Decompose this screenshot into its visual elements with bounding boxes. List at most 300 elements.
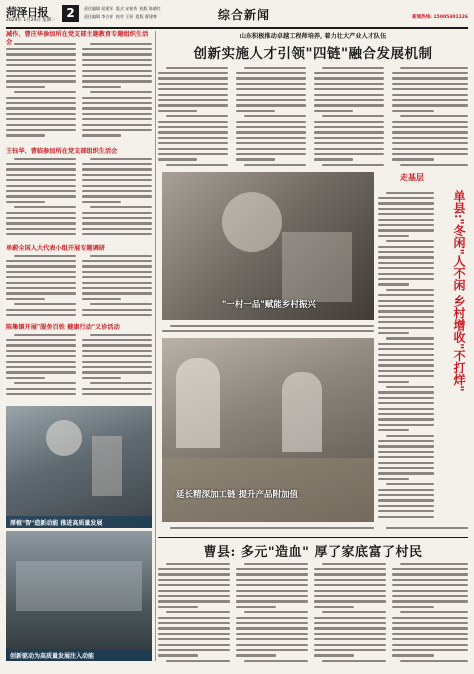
text-line xyxy=(6,190,76,192)
text-line xyxy=(158,126,228,128)
text-line xyxy=(82,113,152,115)
text-line xyxy=(236,153,306,155)
text-line xyxy=(82,393,152,395)
text-line xyxy=(314,131,384,133)
text-line xyxy=(392,600,468,602)
text-line xyxy=(400,611,468,613)
left-headline-2: 王钰华、曹临参加所在党支部组织生活会 xyxy=(6,148,118,155)
text-line xyxy=(314,88,384,90)
text-line xyxy=(236,649,308,651)
text-line xyxy=(6,80,76,82)
text-line xyxy=(6,124,76,126)
text-line xyxy=(236,600,308,602)
text-line xyxy=(378,375,434,377)
text-line xyxy=(158,638,230,640)
text-line xyxy=(6,314,76,316)
photo-production-line xyxy=(6,531,152,661)
text-line xyxy=(378,262,434,264)
photo-factory-workers xyxy=(6,406,152,528)
text-line xyxy=(170,527,374,529)
text-line xyxy=(14,255,76,257)
text-line xyxy=(82,377,121,379)
text-line xyxy=(236,104,306,106)
text-line xyxy=(158,584,230,586)
text-line xyxy=(236,110,275,112)
text-line xyxy=(378,510,434,512)
side-story-headline: 单县:"冬闲"人不闲 乡村增收"不打烊" xyxy=(452,190,466,392)
text-line xyxy=(314,617,386,619)
left-headline-3: 单蔚全国人大代表小组开展专题调研 xyxy=(6,245,105,252)
text-line xyxy=(166,563,230,565)
text-line xyxy=(82,314,152,316)
photo-detail xyxy=(16,561,142,611)
text-line xyxy=(82,75,152,77)
text-line xyxy=(322,115,384,117)
text-line xyxy=(6,344,76,346)
text-line xyxy=(386,289,434,291)
column-divider xyxy=(155,31,156,661)
masthead-rule xyxy=(6,27,468,29)
text-line xyxy=(392,148,468,150)
text-line xyxy=(236,137,306,139)
text-line xyxy=(236,573,308,575)
text-line xyxy=(236,617,308,619)
text-line xyxy=(378,213,434,215)
text-line xyxy=(158,153,228,155)
text-line xyxy=(6,163,76,165)
text-line xyxy=(82,129,152,131)
text-line xyxy=(314,148,384,150)
text-line xyxy=(378,197,434,199)
text-line xyxy=(378,451,434,453)
photo-detail xyxy=(282,372,322,452)
text-line xyxy=(378,202,434,204)
text-line xyxy=(158,654,198,656)
text-line xyxy=(6,102,76,104)
text-line xyxy=(166,115,228,117)
text-line xyxy=(236,88,306,90)
text-line xyxy=(244,164,306,166)
text-line xyxy=(378,343,434,345)
main-headline: 创新实施人才引领"四链"融合发展机制 xyxy=(193,46,433,62)
text-line xyxy=(6,174,76,176)
text-line xyxy=(378,316,434,318)
text-line xyxy=(6,309,76,311)
text-line xyxy=(314,644,386,646)
text-line xyxy=(158,158,197,160)
text-line xyxy=(378,478,409,480)
text-line xyxy=(392,158,434,160)
text-line xyxy=(378,494,434,496)
text-line xyxy=(386,527,468,529)
text-line xyxy=(6,107,76,109)
text-line xyxy=(378,251,434,253)
photo-detail xyxy=(282,232,352,302)
text-line xyxy=(244,115,306,117)
left-article-1b xyxy=(82,41,152,143)
text-line xyxy=(314,72,384,74)
text-line xyxy=(378,229,434,231)
masthead-date: 2024年 1月29日 xyxy=(6,18,41,23)
text-line xyxy=(82,102,152,104)
text-line xyxy=(392,94,468,96)
text-line xyxy=(392,573,468,575)
text-line xyxy=(392,638,468,640)
text-line xyxy=(378,516,434,518)
text-line xyxy=(14,91,76,93)
text-line xyxy=(82,212,152,214)
text-line xyxy=(378,321,434,323)
left-article-3b xyxy=(82,253,152,318)
text-line xyxy=(392,99,468,101)
text-line xyxy=(378,305,434,307)
text-line xyxy=(392,104,468,106)
text-line xyxy=(378,413,434,415)
left-headline-4: 陈集镇开展"服务百姓 健康行动"义诊活动 xyxy=(6,324,120,331)
text-line xyxy=(6,113,76,115)
text-line xyxy=(236,121,306,123)
text-line xyxy=(392,649,468,651)
text-line xyxy=(236,606,276,608)
text-line xyxy=(90,206,152,208)
text-line xyxy=(378,456,434,458)
text-line xyxy=(6,298,45,300)
text-line xyxy=(6,292,76,294)
text-line xyxy=(90,255,152,257)
editor-item: 版式 宋春秀 xyxy=(115,6,138,11)
side-story-logo-text: 走基层 xyxy=(400,173,424,182)
text-line xyxy=(82,185,152,187)
text-line xyxy=(392,137,468,139)
text-line xyxy=(386,337,434,339)
text-line xyxy=(82,195,152,197)
text-line xyxy=(392,654,434,656)
text-line xyxy=(378,235,409,237)
text-line xyxy=(314,126,384,128)
text-line xyxy=(378,424,434,426)
text-line xyxy=(6,388,76,390)
text-line xyxy=(6,86,45,88)
text-line xyxy=(82,222,152,224)
text-line xyxy=(400,115,468,117)
text-line xyxy=(82,118,152,120)
text-line xyxy=(244,563,308,565)
text-line xyxy=(378,283,409,285)
text-line xyxy=(392,131,468,133)
text-line xyxy=(6,212,76,214)
left-article-2b xyxy=(82,156,152,241)
text-line xyxy=(158,579,230,581)
main-article-col-3 xyxy=(314,65,384,171)
text-line xyxy=(314,649,386,651)
editors-line-1 xyxy=(84,6,161,12)
editor-item: 责任编辑 侯建军 xyxy=(84,6,114,11)
text-line xyxy=(6,233,76,235)
text-line xyxy=(82,309,152,311)
photo-caption: 厚植"智"造新动能 推进高质量发展 xyxy=(10,520,103,527)
text-line xyxy=(314,595,386,597)
text-line xyxy=(6,168,76,170)
text-line xyxy=(158,627,230,629)
left-headline-1: 减作、曹庄华参加所在党支部主题教育专题组织生活会 xyxy=(6,31,149,46)
text-line xyxy=(314,654,354,656)
text-line xyxy=(6,265,76,267)
photo-village-worker xyxy=(162,172,374,320)
text-line xyxy=(90,91,152,93)
photo-detail xyxy=(92,436,122,496)
text-line xyxy=(314,568,386,570)
text-line xyxy=(392,644,468,646)
text-line xyxy=(314,627,386,629)
text-line xyxy=(6,129,76,131)
text-line xyxy=(386,386,434,388)
text-line xyxy=(378,440,434,442)
text-line xyxy=(378,256,434,258)
text-line xyxy=(400,563,468,565)
text-line xyxy=(378,381,409,383)
photo-caption-bar xyxy=(6,516,152,528)
text-line xyxy=(6,287,76,289)
text-line xyxy=(378,370,434,372)
text-line xyxy=(6,48,76,50)
text-line xyxy=(82,271,152,273)
text-line xyxy=(378,402,434,404)
text-line xyxy=(158,77,228,79)
photo-detail xyxy=(46,420,82,456)
text-line xyxy=(236,595,308,597)
text-line xyxy=(392,595,468,597)
side-story-article xyxy=(378,190,434,520)
text-line xyxy=(82,174,152,176)
text-line xyxy=(6,350,76,352)
text-line xyxy=(82,86,121,88)
text-line xyxy=(392,633,468,635)
text-line xyxy=(6,97,76,99)
text-line xyxy=(322,611,386,613)
text-line xyxy=(314,121,384,123)
text-line xyxy=(6,260,76,262)
text-line xyxy=(6,393,76,395)
text-line xyxy=(392,72,468,74)
main-article-col-2 xyxy=(236,65,306,171)
text-line xyxy=(82,371,152,373)
text-line xyxy=(378,267,434,269)
text-line xyxy=(392,568,468,570)
text-line xyxy=(166,67,228,69)
main-article-col-1 xyxy=(158,65,228,171)
text-line xyxy=(82,48,152,50)
text-line xyxy=(6,361,76,363)
text-line xyxy=(378,219,434,221)
text-line xyxy=(236,568,308,570)
text-line xyxy=(236,99,306,101)
text-line xyxy=(158,142,228,144)
text-line xyxy=(386,435,434,437)
text-line xyxy=(378,294,434,296)
text-line xyxy=(158,94,228,96)
text-line xyxy=(162,330,374,332)
text-line xyxy=(82,134,121,136)
text-line xyxy=(14,43,76,45)
text-line xyxy=(158,83,228,85)
text-line xyxy=(378,408,434,410)
text-line xyxy=(378,467,434,469)
text-line xyxy=(82,287,152,289)
text-line xyxy=(6,217,76,219)
text-line xyxy=(82,228,152,230)
text-line xyxy=(82,361,152,363)
text-line xyxy=(82,53,152,55)
text-line xyxy=(82,217,152,219)
text-line xyxy=(392,579,468,581)
text-line xyxy=(82,201,121,203)
text-line xyxy=(314,110,353,112)
text-line xyxy=(314,104,384,106)
text-line xyxy=(6,366,76,368)
text-line xyxy=(82,366,152,368)
text-line xyxy=(82,355,152,357)
text-line xyxy=(236,579,308,581)
left-article-4 xyxy=(6,332,76,402)
text-line xyxy=(82,298,121,300)
photo-detail xyxy=(222,192,282,252)
bottom-article-col-3 xyxy=(314,561,386,665)
page-number-text: 2 xyxy=(66,6,75,20)
text-line xyxy=(400,164,468,166)
text-line xyxy=(386,240,434,242)
text-line xyxy=(158,104,228,106)
page-number xyxy=(62,5,79,22)
text-line xyxy=(236,644,308,646)
text-line xyxy=(322,164,384,166)
text-line xyxy=(392,110,434,112)
text-line xyxy=(6,201,45,203)
text-line xyxy=(236,148,306,150)
text-line xyxy=(82,350,152,352)
text-line xyxy=(6,195,76,197)
text-line xyxy=(378,246,434,248)
text-line xyxy=(392,126,468,128)
text-line xyxy=(322,67,384,69)
text-line xyxy=(14,303,76,305)
editor-item: 校版 陈晓红 xyxy=(139,6,161,11)
text-line xyxy=(378,445,434,447)
text-line xyxy=(82,292,152,294)
text-line xyxy=(6,75,76,77)
section-title: 综合新闻 xyxy=(218,8,271,22)
text-line xyxy=(244,660,308,662)
masthead-weekday: 星期一 xyxy=(42,18,56,23)
text-line xyxy=(322,660,386,662)
text-line xyxy=(392,617,468,619)
text-line xyxy=(244,611,308,613)
text-line xyxy=(82,344,152,346)
text-line xyxy=(6,355,76,357)
text-line xyxy=(314,77,384,79)
text-line xyxy=(90,43,152,45)
text-line xyxy=(14,334,76,336)
left-column xyxy=(6,31,152,665)
text-line xyxy=(378,499,434,501)
text-line xyxy=(6,64,76,66)
text-line xyxy=(158,590,230,592)
text-line xyxy=(90,303,152,305)
text-line xyxy=(378,505,434,507)
text-line xyxy=(314,137,384,139)
side-story-logo xyxy=(378,172,468,186)
text-line xyxy=(158,121,228,123)
editors-line-2 xyxy=(84,14,157,20)
text-line xyxy=(236,638,308,640)
text-line xyxy=(158,633,230,635)
text-line xyxy=(314,99,384,101)
text-line xyxy=(392,606,434,608)
text-line xyxy=(392,584,468,586)
text-line xyxy=(378,472,434,474)
text-line xyxy=(90,382,152,384)
text-line xyxy=(90,158,152,160)
text-line xyxy=(6,282,76,284)
text-line xyxy=(82,124,152,126)
masthead-logo: 菏泽日报 xyxy=(6,6,48,19)
text-line xyxy=(378,273,434,275)
text-line xyxy=(158,649,230,651)
text-line xyxy=(6,70,76,72)
text-line xyxy=(82,190,152,192)
text-line xyxy=(392,590,468,592)
text-line xyxy=(314,158,353,160)
text-line xyxy=(82,80,152,82)
text-line xyxy=(6,271,76,273)
editor-item: 责任编辑 李吉祥 xyxy=(84,14,114,19)
text-line xyxy=(236,158,275,160)
text-line xyxy=(6,185,76,187)
text-line xyxy=(82,339,152,341)
text-line xyxy=(236,590,308,592)
text-line xyxy=(82,64,152,66)
text-line xyxy=(236,142,306,144)
text-line xyxy=(378,224,434,226)
text-line xyxy=(386,483,434,485)
text-line xyxy=(158,606,198,608)
bottom-article-col-4 xyxy=(392,561,468,665)
side-story-article-2 xyxy=(378,525,468,535)
text-line xyxy=(6,371,76,373)
text-line xyxy=(170,325,374,327)
text-line xyxy=(6,134,45,136)
text-line xyxy=(314,606,354,608)
editor-item: 校对 王妍 xyxy=(115,14,134,19)
left-article-1 xyxy=(6,41,76,143)
photo-caption: 延长精深加工链 提升产品附加值 xyxy=(176,490,298,500)
text-line xyxy=(6,377,45,379)
text-line xyxy=(82,282,152,284)
text-line xyxy=(82,59,152,61)
text-line xyxy=(82,276,152,278)
text-line xyxy=(236,77,306,79)
text-line xyxy=(378,354,434,356)
text-line xyxy=(6,53,76,55)
text-line xyxy=(392,83,468,85)
text-line xyxy=(378,391,434,393)
text-line xyxy=(236,627,308,629)
text-line xyxy=(314,142,384,144)
text-line xyxy=(158,573,230,575)
text-line xyxy=(82,70,152,72)
main-article-col-4 xyxy=(392,65,468,171)
text-line xyxy=(6,59,76,61)
photo-1-description xyxy=(162,323,374,335)
